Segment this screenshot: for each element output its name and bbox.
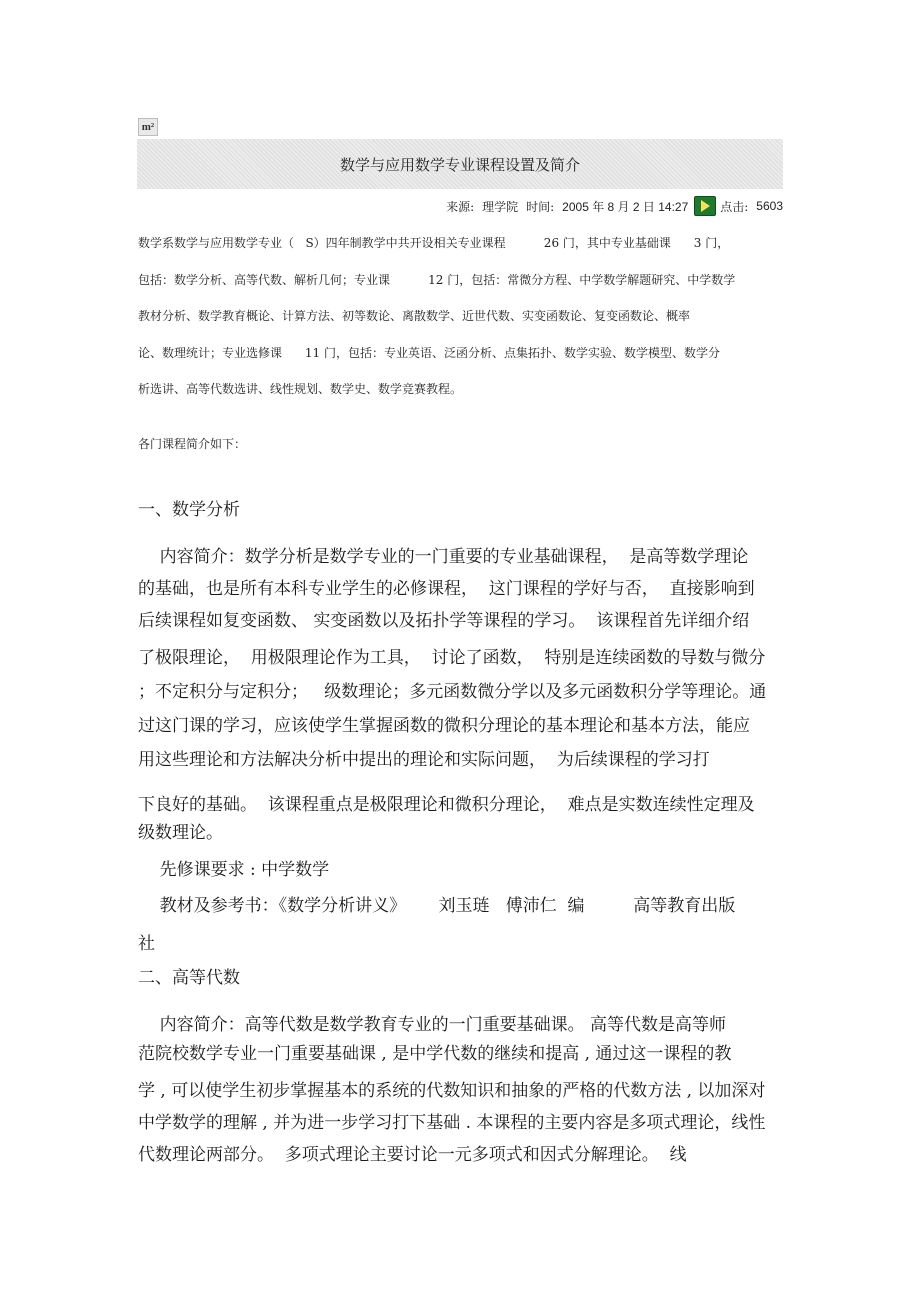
body-line: 后续课程如复变函数、 实变函数以及拓扑学等课程的学习。 该课程首先详细介绍 [138, 611, 750, 631]
clicks-value: 5603 [756, 199, 783, 213]
intro-line: 教材分析、数学教育概论、计算方法、初等数论、离散数学、近世代数、实变函数论、复变函数论、概率 [138, 309, 691, 323]
clicks-label: 点击: [720, 199, 749, 214]
body-line: 中学数学的理解 , 并为进一步学习打下基础 . 本课程的主要内容是多项式理论，线性 [138, 1113, 766, 1133]
article-meta [446, 196, 783, 216]
intro-line: 包括：数学分析、高等代数、解析几何；专业课 12 门，包括：常微分方程、中学数学解题研究、中学数学 [138, 273, 736, 287]
body-line: 内容简介：高等代数是数学教育专业的一门重要基础课。 高等代数是高等师 [138, 1015, 727, 1035]
body-line: 了极限理论， 用极限理论作为工具， 讨论了函数， 特别是连续函数的导数与微分 [138, 648, 766, 668]
body-line: 级数理论。 [138, 823, 223, 843]
body-line: 过这门课的学习，应该使学生掌握函数的微积分理论的基本理论和基本方法，能应 [138, 716, 750, 736]
body-line: 内容简介：数学分析是数学专业的一门重要的专业基础课程， 是高等数学理论 [138, 547, 749, 567]
body-line: ；不定积分与定积分； 级数理论；多元函数微分学以及多元函数积分学等理论。通 [138, 682, 767, 702]
body-line: 教材及参考书：《数学分析讲义》 刘玉琏 傅沛仁 编 高等教育出版 [138, 896, 736, 916]
intro-line: 论、数理统计；专业选修课 11 门，包括：专业英语、泛函分析、点集拓扑、数学实验、数学模型、数学分 [138, 346, 720, 360]
article-title-bar [137, 139, 783, 189]
body-line: 下良好的基础。 该课程重点是极限理论和微积分理论， 难点是实数连续性定理及 [138, 795, 755, 815]
intro-line: 数学系数学与应用数学专业（ S）四年制教学中共开设相关专业课程 26 门，其中专业基础课 3 门， [138, 236, 730, 250]
time-value: 2005 年 8 月 2 日 14:27 [562, 199, 689, 214]
body-line: 用这些理论和方法解决分析中提出的理论和实际问题， 为后续课程的学习打 [138, 750, 710, 770]
arrow-icon[interactable] [694, 196, 716, 216]
article-title: 数学与应用数学专业课程设置及简介 [339, 155, 580, 174]
body-line: 社 [138, 934, 155, 954]
body-line: 先修课要求 : 中学数学 [138, 860, 330, 880]
source-value: 理学院 [482, 199, 519, 214]
body-line: 范院校数学专业一门重要基础课 , 是中学代数的继续和提高 , 通过这一课程的教 [138, 1044, 732, 1064]
body-line: 学 , 可以使学生初步掌握基本的系统的代数知识和抽象的严格的代数方法 , 以加深对 [138, 1081, 766, 1101]
body-line: 代数理论两部分。 多项式理论主要讨论一元多项式和因式分解理论。 线 [138, 1145, 687, 1165]
intro-line: 各门课程简介如下： [138, 437, 247, 451]
intro-line: 析选讲、高等代数选讲、线性规划、数学史、数学竞赛教程。 [138, 382, 463, 396]
section-heading: 二、高等代数 [138, 968, 240, 988]
section-heading: 一、数学分析 [138, 500, 240, 520]
body-line: 的基础，也是所有本科专业学生的必修课程， 这门课程的学好与否， 直接影响到 [138, 579, 755, 599]
time-label: 时间: [526, 199, 555, 214]
source-label: 来源: [446, 199, 475, 214]
site-logo: m² [138, 118, 158, 136]
